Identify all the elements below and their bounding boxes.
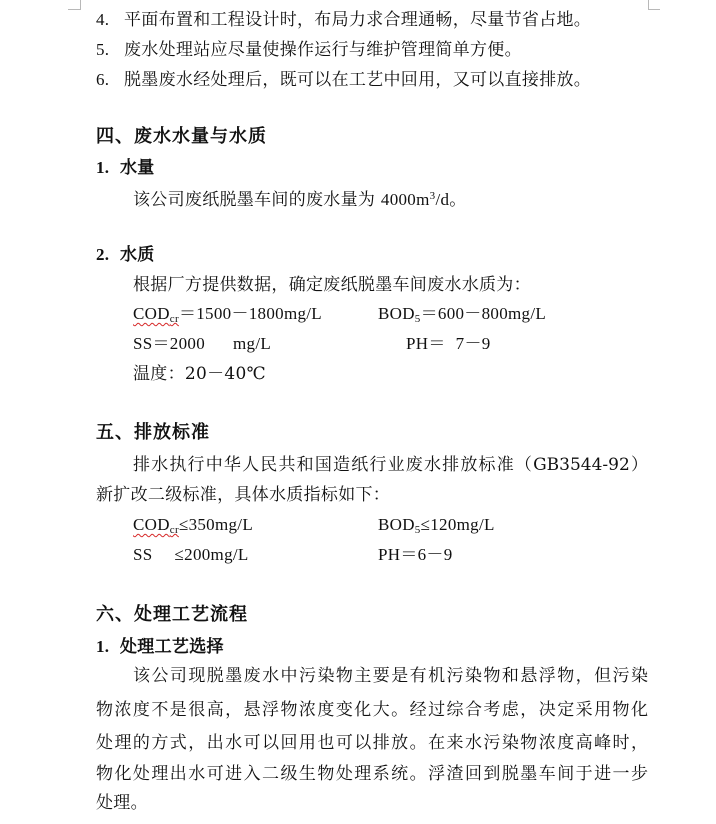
subsection-heading: 1. 处理工艺选择 [96,637,224,657]
margin-mark-top-right-h [648,9,660,10]
cod-limit: $COD_{cr}\le 350mg/L$ [133,515,254,536]
list-item: 6. 脱墨废水经处理后，既可以在工艺中回用，又可以直接排放。 [96,70,592,90]
ss-value: SS＝2000 mg/L [133,334,272,353]
volume-text: 该公司废纸脱墨车间的废水量为 $4000m^3/d$。 [133,190,467,210]
bod-value: $BOD_5=600-800mg/L$ [378,304,547,325]
subsection-heading: 2. 水质 [96,245,155,265]
paragraph-line: 新扩改二级标准，具体水质指标如下： [96,485,391,505]
paragraph-line: 处理的方式，出水可以回用也可以排放。在来水污染物浓度高峰时， [96,733,648,753]
ph-value: PH＝ 7－9 [406,334,491,353]
list-item: 4. 平面布置和工程设计时，布局力求合理通畅，尽量节省占地。 [96,10,592,30]
paragraph-line: 处理。 [96,793,148,813]
subsection-heading: 1. 水量 [96,158,155,178]
cod-value: $COD_{cr}=1500-1800mg/L$ [133,304,322,325]
section-heading: 六、处理工艺流程 [96,604,248,625]
paragraph-line: 排水执行中华人民共和国造纸行业废水排放标准（GB3544-92） [133,455,648,475]
ss-limit: SS ≤200mg/L [133,545,249,564]
ph-limit: PH＝6－9 [378,545,453,564]
bod-limit: $BOD_5\le 120mg/L$ [378,515,495,536]
margin-mark-top-left-h [68,9,80,10]
paragraph-line: 物化处理出水可进入二级生物处理系统。浮渣回到脱墨车间于进一步 [96,764,648,784]
paragraph-line: 该公司现脱墨废水中污染物主要是有机污染物和悬浮物，但污染 [133,666,648,686]
paragraph-line: 物浓度不是很高，悬浮物浓度变化大。经过综合考虑，决定采用物化 [96,700,648,720]
section-heading: 五、排放标准 [96,422,210,443]
margin-mark-top-left [80,0,81,10]
list-item: 5. 废水处理站应尽量使操作运行与维护管理简单方便。 [96,40,522,60]
quality-intro: 根据厂方提供数据，确定废纸脱墨车间废水水质为： [133,275,531,295]
section-heading: 四、废水水量与水质 [96,126,267,147]
temperature-value: 温度：20－40℃ [133,364,266,384]
